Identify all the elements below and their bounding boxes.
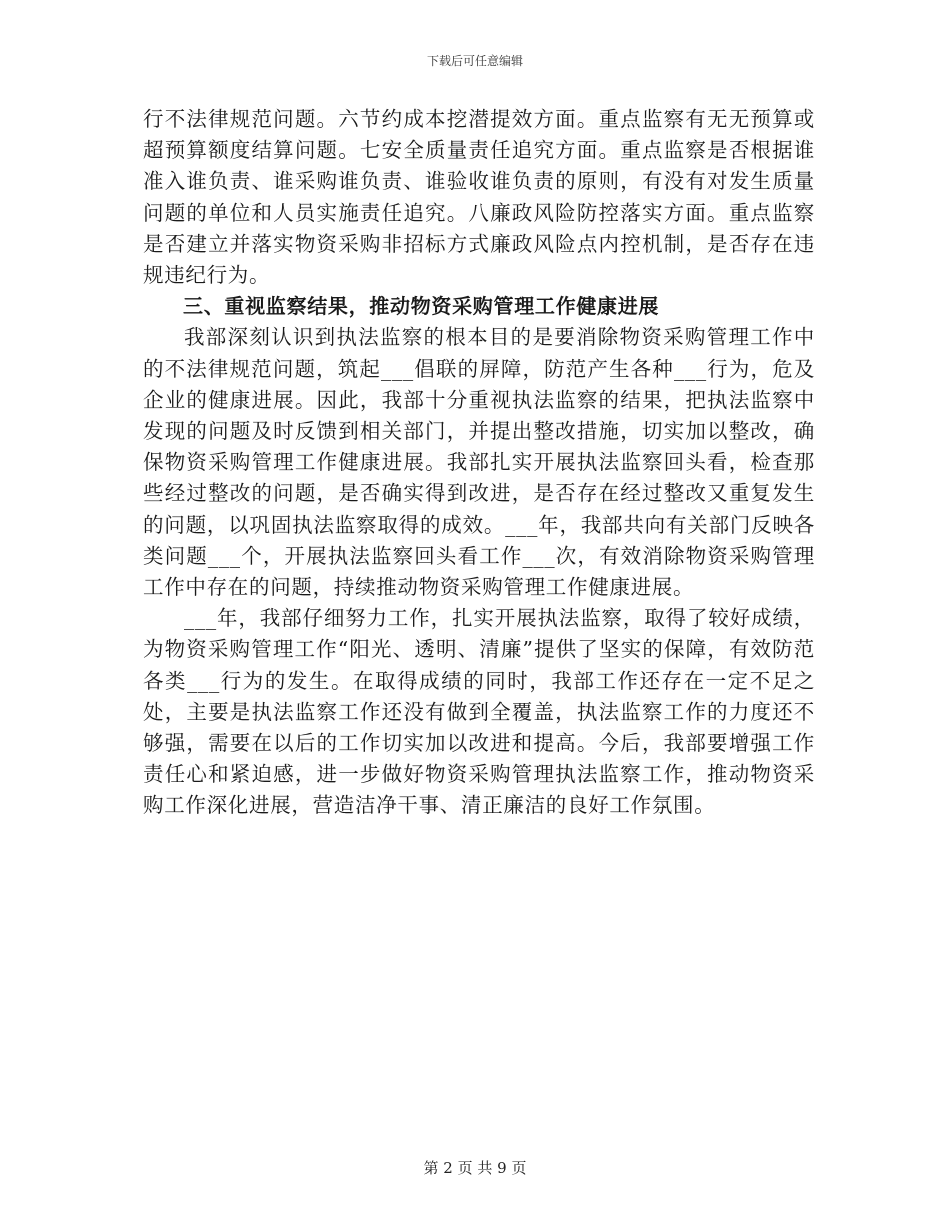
document-body: [143, 104, 815, 822]
body-paragraph-2: 我部深刻认识到执法监察的根本目的是要消除物资采购管理工作中的不法律规范问题，筑起___倡联的屏障，防范产生各种___行为，危及企业的健康进展。因此，我部十分重视执法监察的结果，把执法监察中发现的问题及时反馈到相关部门，并提出整改措施，切实加以整改，确保物资采购管理工作健康进展。我部扎实开展执法监察回头看，检查那些经过整改的问题，是否确实得到改进，是否存在经过整改又重复发生的问题，以巩固执法监察取得的成效。___年，我部共向有关部门反映各类问题___个，开展执法监察回头看工作___次，有效消除物资采购管理工作中存在的问题，持续推动物资采购管理工作健康进展。: [143, 325, 815, 600]
body-paragraph-1: 行不法律规范问题。六节约成本挖潜提效方面。重点监察有无无预算或超预算额度结算问题。七安全质量责任追究方面。重点监察是否根据谁准入谁负责、谁采购谁负责、谁验收谁负责的原则，有没有对发生质量问题的单位和人员实施责任追究。八廉政风险防控落实方面。重点监察是否建立并落实物资采购非招标方式廉政风险点内控机制，是否存在违规违纪行为。: [143, 107, 815, 288]
page-header: 下载后可任意编辑: [426, 54, 523, 68]
section-heading: 三、重视监察结果，推动物资采购管理工作健康进展: [183, 294, 660, 319]
body-paragraph-3: ___年，我部仔细努力工作，扎实开展执法监察，取得了较好成绩，为物资采购管理工作“阳光、透明、清廉”提供了坚实的保障，有效防范各类___行为的发生。在取得成绩的同时，我部工作还存在一定不足之处，主要是执法监察工作还没有做到全覆盖，执法监察工作的力度还不够强，需要在以后的工作切实加以改进和提高。今后，我部要增强工作责任心和紧迫感，进一步做好物资采购管理执法监察工作，推动物资采购工作深化进展，营造洁净干事、清正廉洁的良好工作氛围。: [143, 606, 815, 818]
page-footer: 第 2 页 共 9 页: [423, 1159, 527, 1177]
